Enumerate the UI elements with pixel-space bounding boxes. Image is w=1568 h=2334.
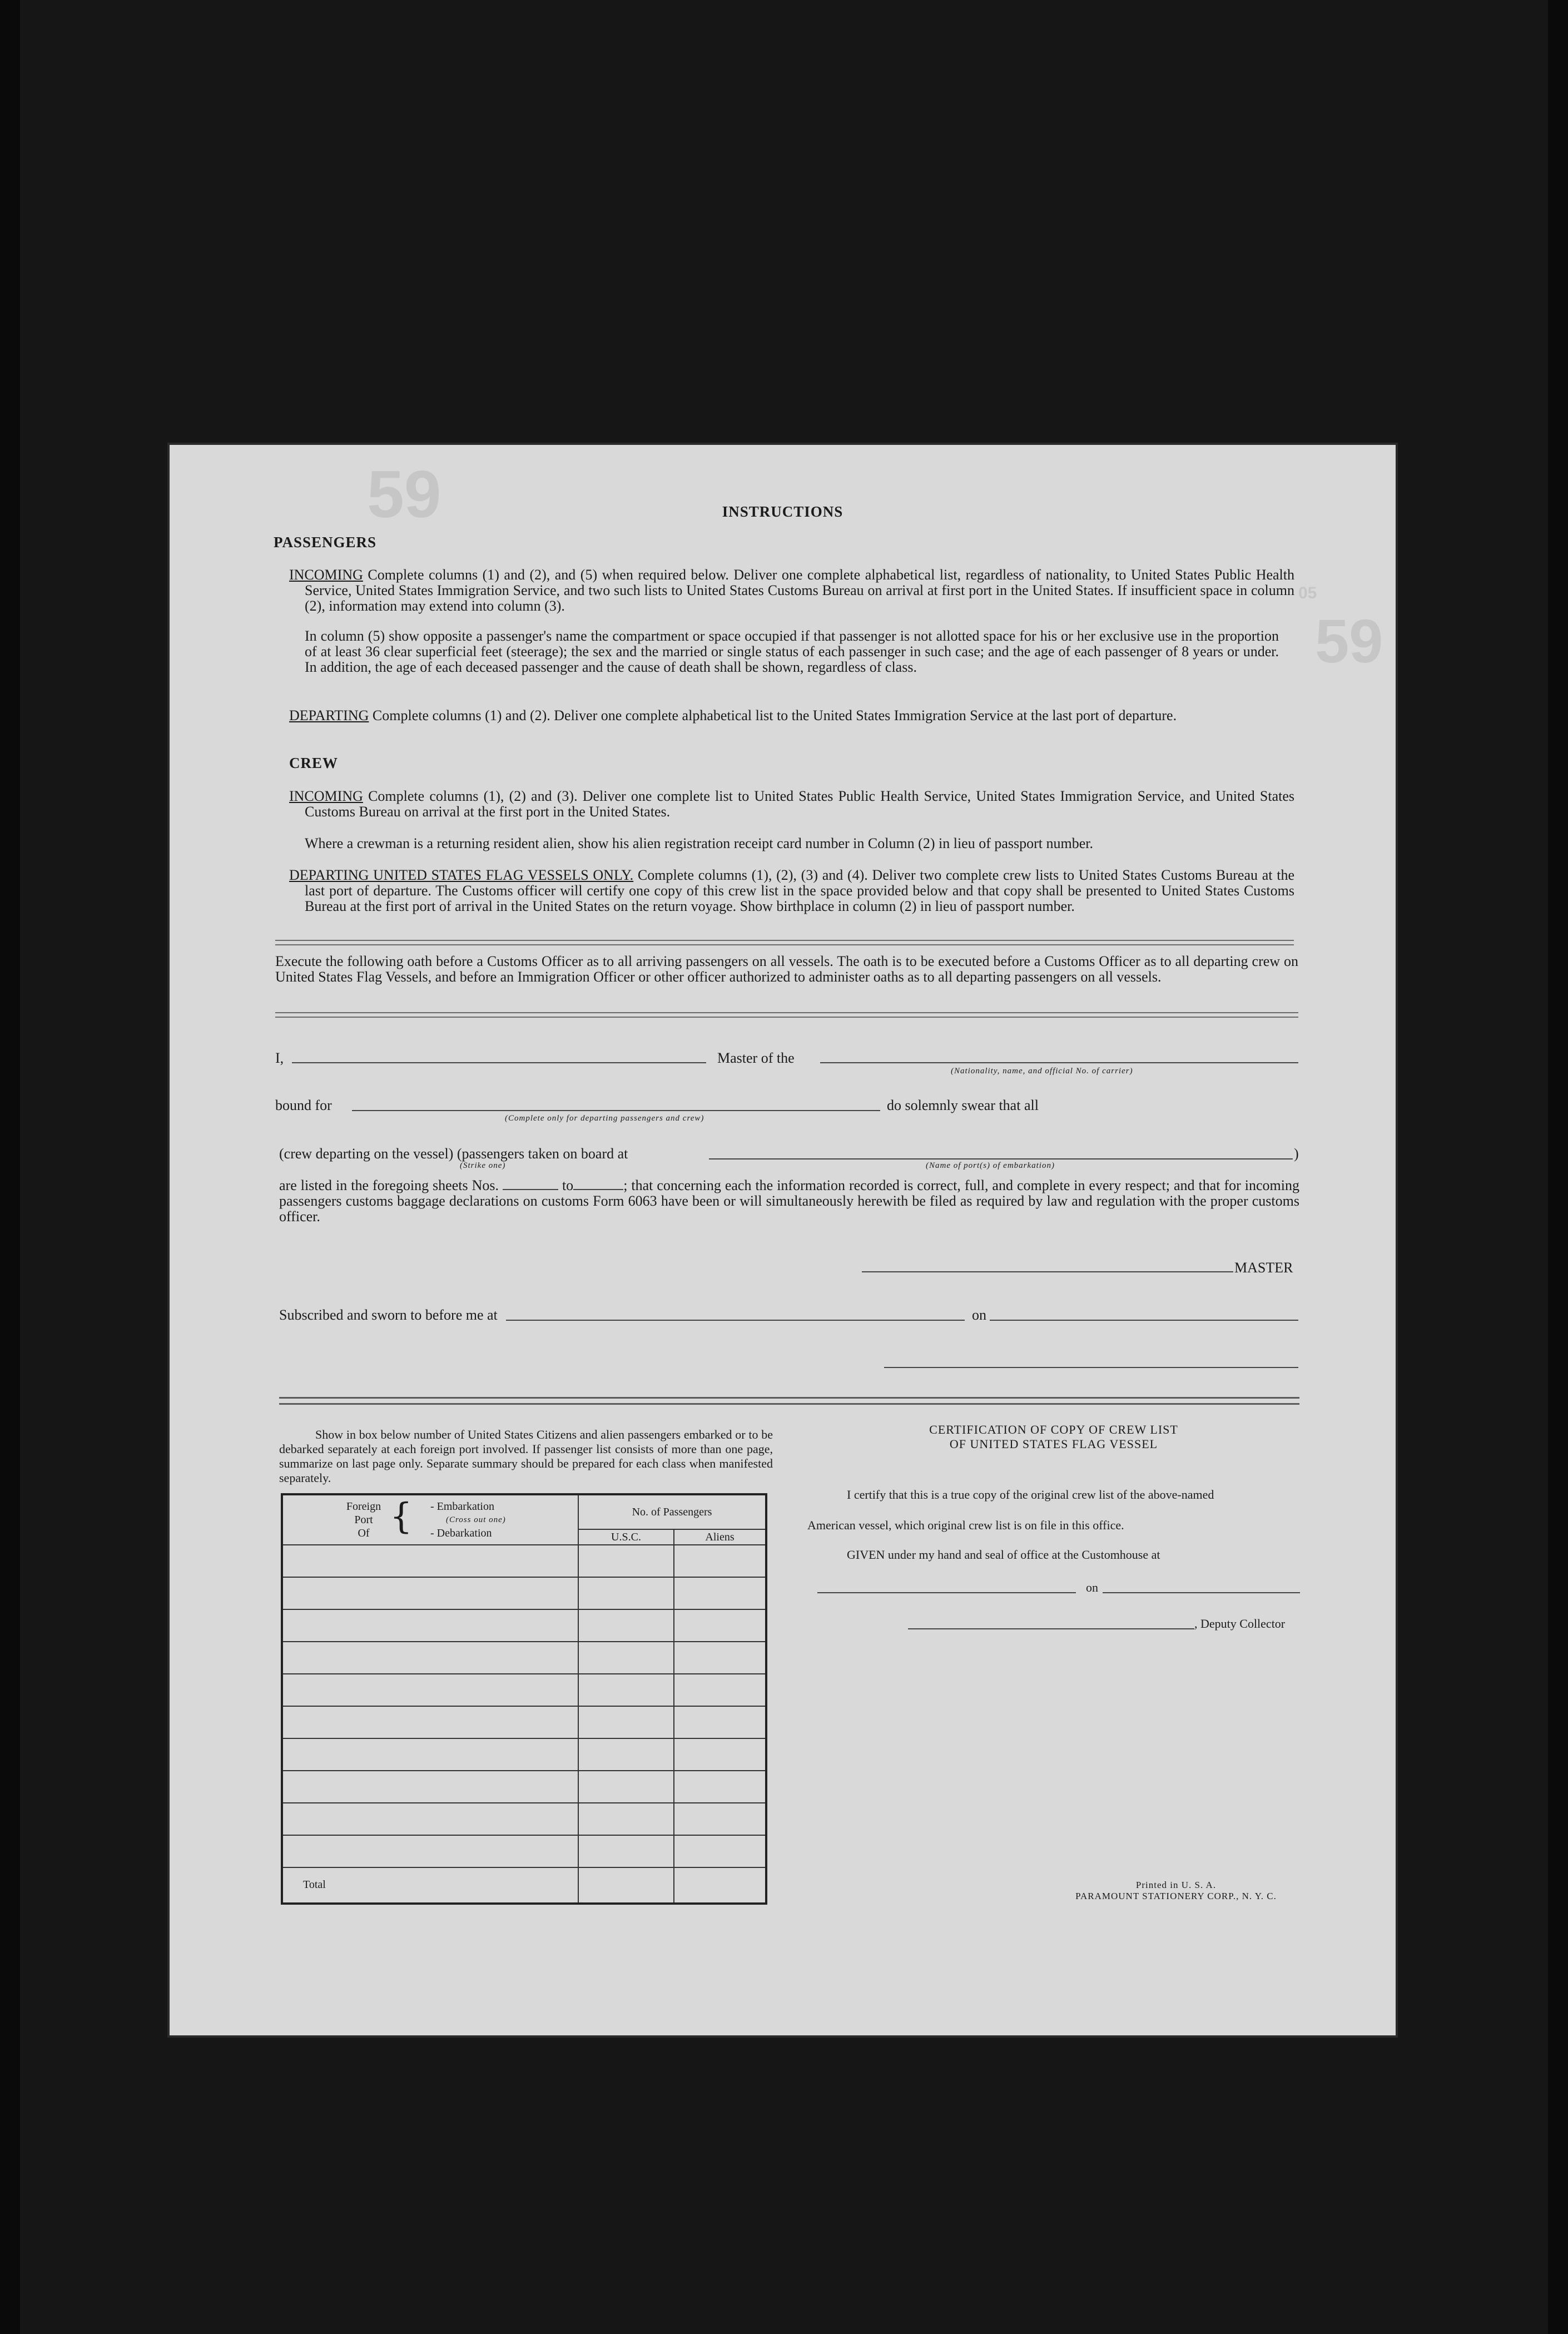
oath-i-label: I, [275, 1050, 284, 1066]
aliens-cell[interactable] [674, 1609, 766, 1642]
aliens-cell[interactable] [674, 1771, 766, 1803]
closing-paren: ) [1294, 1146, 1299, 1162]
scan-border-right [1548, 0, 1568, 2334]
usc-cell[interactable] [578, 1674, 674, 1706]
bound-for-label: bound for [275, 1097, 332, 1113]
embarkation-port-caption: (Name of port(s) of embarkation) [926, 1161, 1055, 1170]
passengers-departing-text: Complete columns (1) and (2). Deliver one complete alphabetical list to the United States Immigration Service at the last port of departure. [372, 707, 1177, 724]
master-signature-line[interactable] [862, 1271, 1233, 1272]
listed-rest-text: ; that concerning each the information recorded is correct, full, and complete in every respect; and that for incoming passengers customs baggage declarations on customs Form 6063 have been or will simultaneously herewith be filed as required by law and regulation with the proper customs officer. [279, 1177, 1299, 1225]
usc-cell[interactable] [578, 1738, 674, 1771]
passengers-departing-paragraph [289, 708, 1294, 724]
subscribed-text: Subscribed and sworn to before me at [279, 1307, 498, 1323]
certification-date-field[interactable] [1103, 1592, 1300, 1593]
solemnly-swear-text: do solemnly swear that all [887, 1097, 1039, 1113]
aliens-cell[interactable] [674, 1674, 766, 1706]
passengers-incoming-text: Complete columns (1) and (2), and (5) when required below. Deliver one complete alphabetical list, regardless of nationality, to United States Public Health Service, United States Immigration Service, and two such lists to United States Customs Bureau on arrival at first port in the United States. If insufficient space in column (2), information may extend into column (3). [305, 567, 1294, 614]
port-cell[interactable] [282, 1738, 578, 1771]
deputy-signature-line[interactable] [908, 1628, 1194, 1629]
passengers-departing-label: DEPARTING [289, 707, 369, 724]
port-header-cell [282, 1494, 578, 1545]
embarkation-port-field[interactable] [709, 1158, 1293, 1159]
carrier-field[interactable] [820, 1062, 1298, 1063]
crew-departing-label: DEPARTING UNITED STATES FLAG VESSELS ONLY. [289, 867, 634, 883]
given-text: GIVEN under my hand and seal of office at the Customhouse at [847, 1548, 1160, 1562]
usc-cell[interactable] [578, 1609, 674, 1642]
crew-incoming-paragraph [289, 789, 1294, 820]
american-vessel-text: American vessel, which original crew list is on file in this office. [807, 1518, 1124, 1532]
debarkation-label: - Debarkation [430, 1527, 492, 1539]
certification-title [809, 1423, 1298, 1451]
bound-for-field[interactable] [352, 1110, 880, 1111]
crew-resident-paragraph: Where a crewman is a returning resident alien, show his alien registration receipt card number in Column (2) in lieu of passport number. [305, 835, 1094, 851]
bleed-through-side-number: 59 [1315, 607, 1383, 676]
certification-on-label: on [1086, 1580, 1098, 1594]
master-signature-label: MASTER [1234, 1260, 1293, 1276]
printer-line2: PARAMOUNT STATIONERY CORP., N. Y. C. [1075, 1891, 1277, 1901]
aliens-header: Aliens [674, 1529, 766, 1545]
bound-for-caption: (Complete only for departing passengers and crew) [505, 1114, 704, 1123]
scan-border-left [0, 0, 20, 2334]
usc-cell[interactable] [578, 1771, 674, 1803]
printer-imprint [1037, 1880, 1315, 1902]
strike-one-caption: (Strike one) [460, 1161, 506, 1170]
port-label: Port [354, 1514, 373, 1526]
passengers-incoming-label: INCOMING [289, 567, 363, 583]
usc-cell[interactable] [578, 1835, 674, 1867]
section-divider-bottom [279, 1397, 1299, 1405]
listed-lead-text: are listed in the foregoing sheets Nos. [279, 1177, 499, 1193]
certification-title-line1: CERTIFICATION OF COPY OF CREW LIST [929, 1423, 1178, 1436]
port-cell[interactable] [282, 1577, 578, 1609]
total-aliens-cell[interactable] [674, 1867, 766, 1904]
aliens-cell[interactable] [674, 1835, 766, 1867]
carrier-caption: (Nationality, name, and official No. of carrier) [951, 1067, 1133, 1076]
port-cell[interactable] [282, 1674, 578, 1706]
port-cell[interactable] [282, 1803, 578, 1835]
section-divider-top [275, 940, 1294, 945]
port-cell[interactable] [282, 1771, 578, 1803]
passengers-heading: PASSENGERS [274, 534, 377, 551]
aliens-cell[interactable] [674, 1738, 766, 1771]
master-of-the-label: Master of the [717, 1050, 795, 1066]
crew-departing-text: (crew departing on the vessel) (passengers taken on board at [279, 1146, 628, 1162]
crew-departing-paragraph [289, 868, 1294, 914]
bleed-through-number: 59 [367, 457, 441, 532]
certify-text: I certify that this is a true copy of the original crew list of the above-named [847, 1488, 1214, 1502]
usc-cell[interactable] [578, 1545, 674, 1577]
port-cell[interactable] [282, 1609, 578, 1642]
port-cell[interactable] [282, 1835, 578, 1867]
certification-title-line2: OF UNITED STATES FLAG VESSEL [949, 1437, 1158, 1451]
total-label: Total [282, 1867, 578, 1904]
usc-cell[interactable] [578, 1577, 674, 1609]
bleed-through-code: 05 [1298, 584, 1317, 602]
sworn-on-label: on [972, 1307, 986, 1323]
crew-departing-text: Complete columns (1), (2), (3) and (4). Deliver two complete crew lists to United States Customs Bureau at the last port of departure. The Customs officer will certify one copy of this crew list in the space provided below and that copy shall be presented to United States Customs Bureau at the first port of arrival in the United States on the return voyage. Show birthplace in column (2) in lieu of passport number. [305, 867, 1295, 914]
usc-cell[interactable] [578, 1642, 674, 1674]
master-name-field[interactable] [292, 1062, 706, 1063]
usc-cell[interactable] [578, 1706, 674, 1738]
aliens-cell[interactable] [674, 1545, 766, 1577]
officer-signature-line[interactable] [884, 1367, 1298, 1368]
of-label: Of [358, 1527, 370, 1539]
listed-paragraph [279, 1178, 1299, 1225]
form-page [170, 445, 1396, 2035]
crew-incoming-label: INCOMING [289, 788, 363, 804]
port-cell[interactable] [282, 1706, 578, 1738]
foreign-label: Foreign [346, 1500, 381, 1513]
sheet-to-field[interactable] [573, 1178, 623, 1190]
summary-instructions: Show in box below number of United States Citizens and alien passengers embarked or to be debarked separately at each foreign port involved. If passenger list consists of more than one page, summarize on last page only. Separate summary should be prepared for each class when manifested separately. [279, 1428, 773, 1485]
aliens-cell[interactable] [674, 1706, 766, 1738]
port-cell[interactable] [282, 1545, 578, 1577]
crew-heading: CREW [289, 755, 339, 771]
to-word: to [562, 1177, 574, 1193]
oath-intro: Execute the following oath before a Customs Officer as to all arriving passengers on all vessels. The oath is to be executed before a Customs Officer as to all departing crew on United States Flag Vessels, and before an Immigration Officer or other officer authorized to administer oaths as to all departing passengers on all vessels. [275, 953, 1298, 985]
no-of-passengers-header: No. of Passengers [578, 1494, 766, 1529]
crew-incoming-text: Complete columns (1), (2) and (3). Deliver one complete list to United States Public Health Service, United States Immigration Service, and United States Customs Bureau on arrival at the first port in the United States. [305, 788, 1294, 820]
aliens-cell[interactable] [674, 1803, 766, 1835]
cross-out-caption: (Cross out one) [446, 1515, 506, 1524]
total-usc-cell[interactable] [578, 1867, 674, 1904]
column5-paragraph: In column (5) show opposite a passenger's name the compartment or space occupied if that passenger is not allotted space for his or her exclusive use in the proportion of at least 36 clear superficial feet (steerage); the sex and the married or single status of each passenger in such case; and the age of each passenger of 8 years or under. In addition, the age of each deceased passenger and the cause of death shall be shown, regardless of class. [305, 628, 1279, 675]
aliens-cell[interactable] [674, 1577, 766, 1609]
port-cell[interactable] [282, 1642, 578, 1674]
embarkation-label: - Embarkation [430, 1500, 494, 1513]
sworn-place-field[interactable] [506, 1320, 965, 1321]
brace-mark: { [390, 1496, 413, 1537]
passengers-incoming-paragraph [289, 567, 1294, 614]
section-divider-oath [275, 1012, 1298, 1018]
usc-header: U.S.C. [578, 1529, 674, 1545]
deputy-collector-label: , Deputy Collector [1194, 1617, 1286, 1631]
aliens-cell[interactable] [674, 1642, 766, 1674]
printer-line1: Printed in U. S. A. [1135, 1880, 1217, 1890]
customhouse-field[interactable] [817, 1592, 1076, 1593]
sworn-date-field[interactable] [990, 1320, 1298, 1321]
passenger-summary-table [281, 1493, 767, 1905]
usc-cell[interactable] [578, 1803, 674, 1835]
sheet-from-field[interactable] [503, 1178, 558, 1190]
instructions-title: INSTRUCTIONS [722, 503, 843, 520]
